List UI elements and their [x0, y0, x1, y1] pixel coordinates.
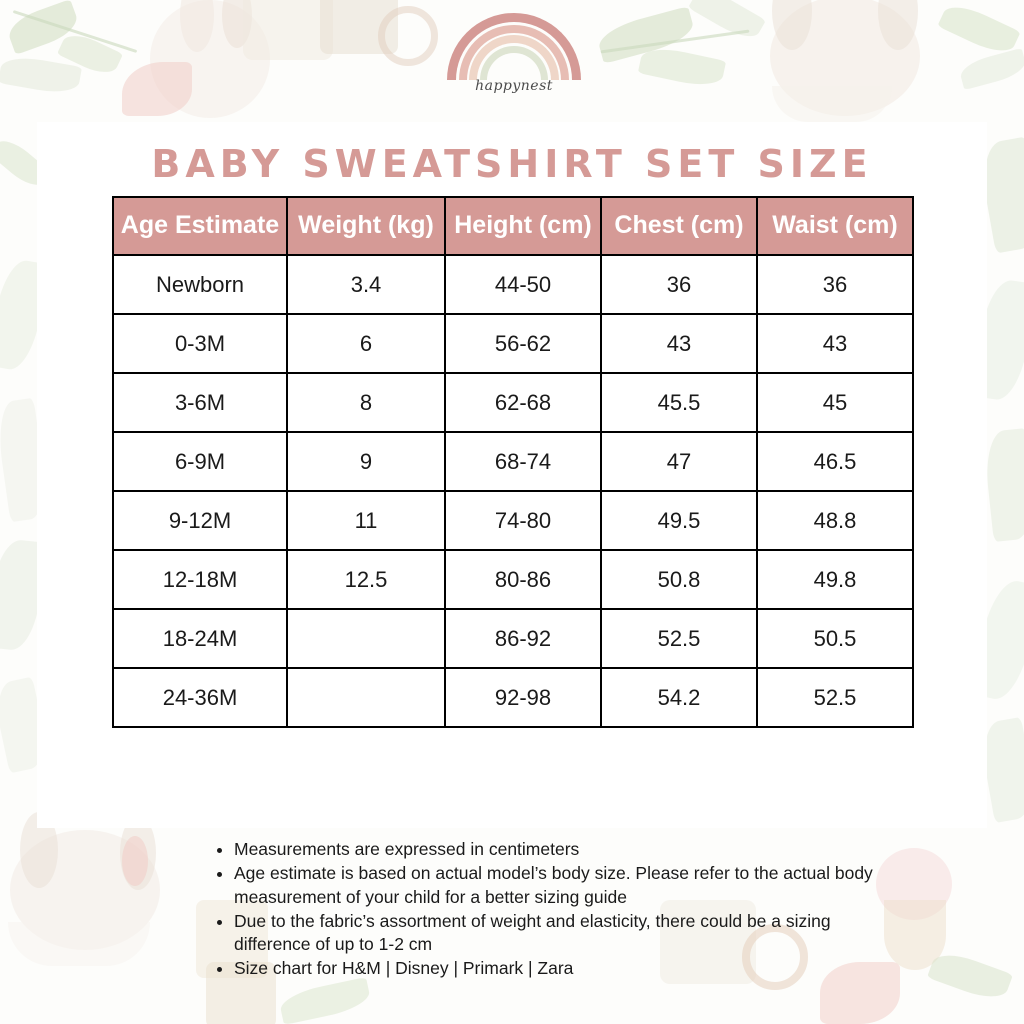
table-row — [113, 668, 913, 727]
list-item: • Age estimate is based on actual model’s body size. Please refer to the actual body measurement of your child for a better sizing guide — [234, 862, 886, 909]
leaf-decor — [278, 977, 372, 1024]
cell-waist: 46.5 — [757, 432, 913, 491]
column-header-height: Height (cm) — [445, 197, 601, 255]
cell-age: 0-3M — [113, 314, 287, 373]
leaf-decor — [937, 0, 1020, 59]
table-row — [113, 373, 913, 432]
cell-waist: 50.5 — [757, 609, 913, 668]
cell-chest: 49.5 — [601, 491, 757, 550]
cell-waist: 45 — [757, 373, 913, 432]
table-header — [113, 197, 913, 255]
cell-weight: 9 — [287, 432, 445, 491]
cell-height: 44-50 — [445, 255, 601, 314]
cell-height: 86-92 — [445, 609, 601, 668]
cell-age: 3-6M — [113, 373, 287, 432]
cell-weight — [287, 668, 445, 727]
list-item: • Measurements are expressed in centimeters — [234, 838, 886, 861]
cell-age: Newborn — [113, 255, 287, 314]
table-body — [113, 255, 913, 727]
cell-weight: 8 — [287, 373, 445, 432]
notes-section — [206, 838, 886, 982]
cell-age: 9-12M — [113, 491, 287, 550]
cell-weight: 11 — [287, 491, 445, 550]
leaf-decor — [927, 947, 1013, 1004]
table-row — [113, 550, 913, 609]
cell-chest: 36 — [601, 255, 757, 314]
party-hat-decor — [122, 62, 192, 116]
bunny-collar-decor — [772, 86, 892, 122]
cell-weight: 12.5 — [287, 550, 445, 609]
rainbow-icon — [455, 18, 573, 80]
cell-height: 68-74 — [445, 432, 601, 491]
cell-waist: 52.5 — [757, 668, 913, 727]
cell-waist: 48.8 — [757, 491, 913, 550]
leaf-decor — [982, 428, 1024, 542]
cell-age: 12-18M — [113, 550, 287, 609]
cell-chest: 43 — [601, 314, 757, 373]
cell-waist: 49.8 — [757, 550, 913, 609]
cell-age: 24-36M — [113, 668, 287, 727]
cell-height: 74-80 — [445, 491, 601, 550]
cell-waist: 43 — [757, 314, 913, 373]
column-header-chest: Chest (cm) — [601, 197, 757, 255]
table-row — [113, 609, 913, 668]
table-row — [113, 255, 913, 314]
size-chart-table — [112, 196, 914, 728]
cell-weight: 6 — [287, 314, 445, 373]
bunny-ear-pink-decor — [122, 836, 148, 886]
mug-handle-decor — [378, 6, 438, 66]
column-header-weight: Weight (kg) — [287, 197, 445, 255]
table-row — [113, 314, 913, 373]
list-item: • Due to the fabric’s assortment of weight and elasticity, there could be a sizing difference of up to 1-2 cm — [234, 910, 886, 957]
page-title: BABY SWEATSHIRT SET SIZE — [151, 142, 873, 186]
leaf-decor — [958, 48, 1024, 90]
cell-chest: 47 — [601, 432, 757, 491]
notes-list — [206, 838, 886, 981]
table-row — [113, 432, 913, 491]
cell-weight — [287, 609, 445, 668]
column-header-age: Age Estimate — [113, 197, 287, 255]
leaf-decor — [638, 44, 726, 91]
cell-height: 56-62 — [445, 314, 601, 373]
cell-age: 6-9M — [113, 432, 287, 491]
column-header-waist: Waist (cm) — [757, 197, 913, 255]
cell-height: 92-98 — [445, 668, 601, 727]
cell-age: 18-24M — [113, 609, 287, 668]
cell-waist: 36 — [757, 255, 913, 314]
cell-chest: 50.8 — [601, 550, 757, 609]
cell-height: 80-86 — [445, 550, 601, 609]
table-header-row — [113, 197, 913, 255]
cell-chest: 54.2 — [601, 668, 757, 727]
cell-chest: 45.5 — [601, 373, 757, 432]
cell-height: 62-68 — [445, 373, 601, 432]
cell-weight: 3.4 — [287, 255, 445, 314]
cell-chest: 52.5 — [601, 609, 757, 668]
bunny-collar-decor — [8, 922, 150, 966]
brand-name: happynest — [475, 78, 553, 94]
table-row — [113, 491, 913, 550]
list-item: • Size chart for H&M | Disney | Primark | Zara — [234, 957, 886, 980]
